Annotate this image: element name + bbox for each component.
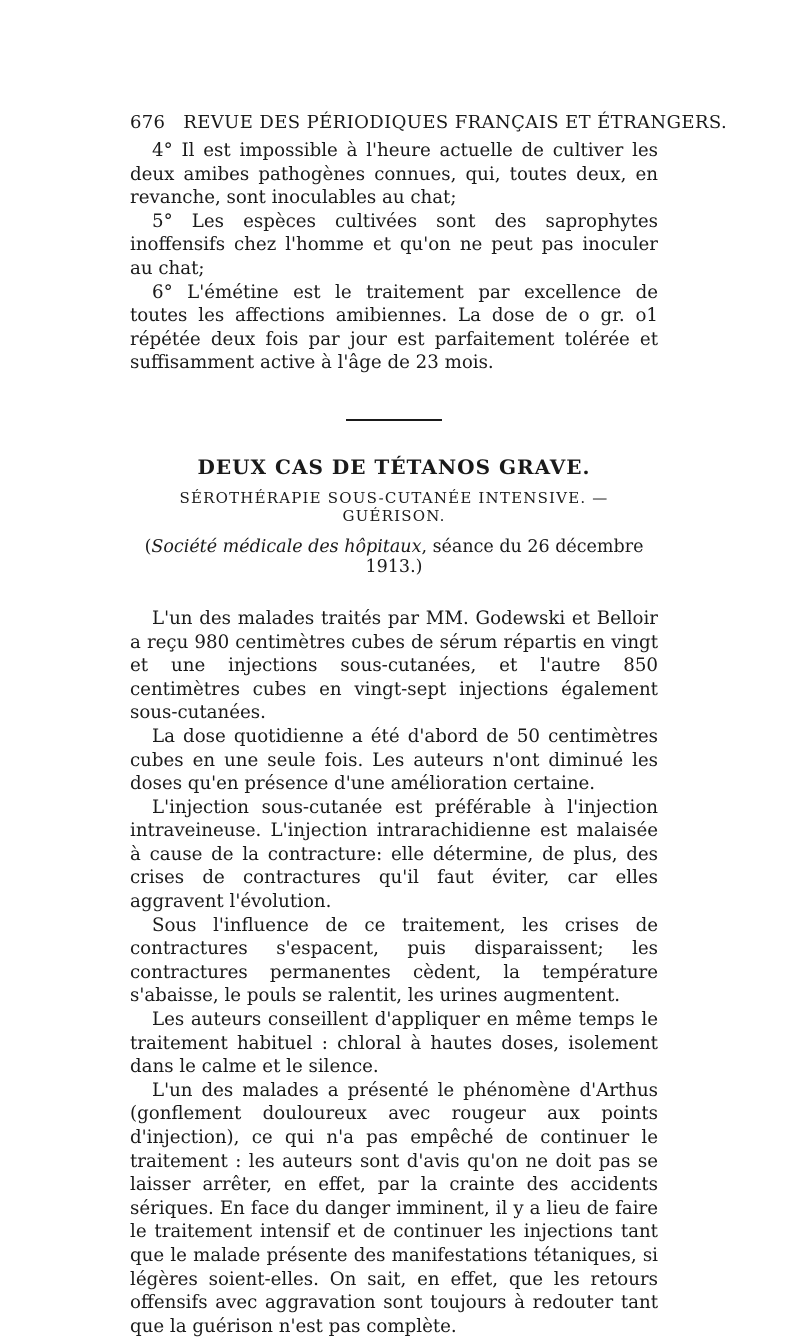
page: [130, 112, 728, 1338]
body-paragraph: L'injection sous-cutanée est préférable à l'injection intraveineuse. L'injection intrarachidienne est malaisée à cause de la contracture: elle détermine, de plus, des crises de contractures qu'il faut éviter, car elles aggravent l'évolution.: [130, 796, 658, 913]
numbered-point-6: 6° L'émétine est le traitement par excellence de toutes les affections amibiennes. La dose de o gr. o1 répétée deux fois par jour est parfaitement tolérée et suffisamment active à l'âge de 23 mois.: [130, 281, 658, 374]
preceding-article-end: [130, 139, 658, 375]
section-divider: [346, 419, 442, 421]
source-open-paren: (: [144, 536, 152, 557]
body-paragraph: La dose quotidienne a été d'abord de 50 centimètres cubes en une seule fois. Les auteurs n'ont diminué les doses qu'en présence d'une amélioration certaine.: [130, 725, 658, 795]
article-subtitle: SÉROTHÉRAPIE SOUS-CUTANÉE INTENSIVE. — GUÉRISON.: [179, 488, 609, 525]
page-number: 676: [130, 112, 166, 133]
body-paragraph: L'un des malades a présenté le phénomène d'Arthus (gonflement douloureux avec rougeur aux points d'injection), ce qui n'a pas empêché de continuer le traitement : les auteurs sont d'avis qu'on ne doit pas se laisser arrêter, en effet, par la crainte des accidents sériques. En face du danger imminent, il y a lieu de faire le traitement intensif et de continuer les injections tant que le malade présente des manifestations tétaniques, si légères soient-elles. On sait, en effet, que les retours offensifs avec aggravation sont toujours à redouter tant que la guérison n'est pas complète.: [130, 1079, 658, 1337]
running-title: REVUE DES PÉRIODIQUES FRANÇAIS ET ÉTRANGERS.: [183, 112, 728, 133]
numbered-point-5: 5° Les espèces cultivées sont des saprophytes inoffensifs chez l'homme et qu'on ne peut pas inoculer au chat;: [130, 210, 658, 279]
body-paragraph: L'un des malades traités par MM. Godewski et Belloir a reçu 980 centimètres cubes de sérum répartis en vingt et une injections sous-cutanées, et l'autre 850 centimètres cubes en vingt-sept injections également sous-cutanées.: [130, 607, 658, 724]
article-title: DEUX CAS DE TÉTANOS GRAVE.: [197, 454, 591, 479]
source-session: , séance du 26 décembre 1913.): [365, 536, 644, 577]
body-paragraph: Les auteurs conseillent d'appliquer en même temps le traitement habituel : chloral à hautes doses, isolement dans le calme et le silence.: [130, 1009, 658, 1078]
source-society: Société médicale des hôpitaux: [151, 536, 422, 557]
article-body: [130, 607, 658, 1338]
body-paragraph: Sous l'influence de ce traitement, les crises de contractures s'espacent, puis disparaissent; les contractures permanentes cèdent, la température s'abaisse, le pouls se ralentit, les urines augmentent.: [130, 914, 658, 1007]
numbered-point-4: 4° Il est impossible à l'heure actuelle de cultiver les deux amibes pathogènes connues, qui, toutes deux, en revanche, sont inoculables au chat;: [130, 140, 658, 209]
running-header: [130, 112, 728, 133]
article-source: [130, 537, 658, 577]
